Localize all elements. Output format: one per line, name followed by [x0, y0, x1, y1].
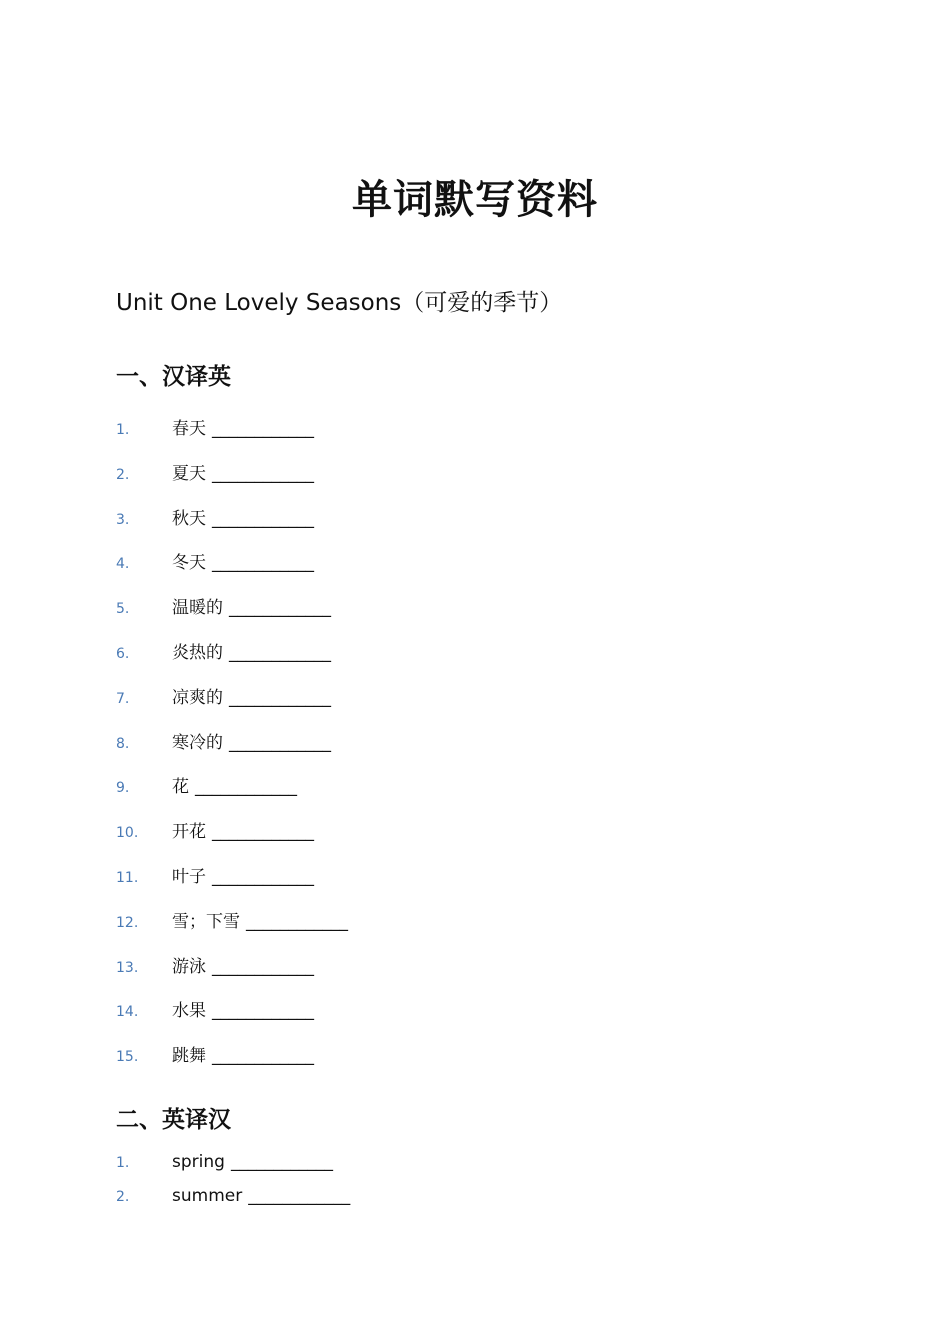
answer-blank: ____________ — [212, 463, 314, 484]
item-prompt: summer — [172, 1186, 243, 1206]
item-prompt: 冬天 — [172, 553, 206, 574]
answer-blank: ____________ — [229, 732, 331, 753]
item-number: 7. — [116, 690, 130, 707]
item-prompt: 寒冷的 — [172, 732, 223, 753]
chinese-to-english-list — [116, 414, 348, 1086]
item-number: 14. — [116, 1004, 139, 1021]
item-prompt: 跳舞 — [172, 1046, 206, 1067]
item-prompt: 花 — [172, 777, 189, 798]
item-prompt: spring — [172, 1152, 225, 1172]
item-number: 6. — [116, 645, 130, 662]
item-prompt: 凉爽的 — [172, 687, 223, 708]
section-heading-chinese-to-english: 一、汉译英 — [116, 364, 231, 390]
item-number: 3. — [116, 511, 130, 528]
answer-blank: ____________ — [212, 866, 314, 887]
answer-blank: ____________ — [230, 1152, 333, 1172]
list-item — [116, 1186, 350, 1220]
answer-blank: ____________ — [195, 777, 297, 798]
unit-heading: Unit One Lovely Seasons（可爱的季节） — [116, 290, 563, 316]
english-to-chinese-list — [116, 1152, 350, 1220]
answer-blank: ____________ — [229, 642, 331, 663]
item-number: 8. — [116, 735, 130, 752]
list-item — [116, 1041, 348, 1086]
list-item — [116, 817, 348, 862]
list-item — [116, 504, 348, 549]
list-item — [116, 862, 348, 907]
list-item — [116, 772, 348, 817]
item-prompt: 温暖的 — [172, 598, 223, 619]
answer-blank: ____________ — [248, 1186, 351, 1206]
item-prompt: 春天 — [172, 419, 206, 439]
document-title: 单词默写资料 — [352, 177, 598, 223]
item-prompt: 水果 — [172, 1001, 206, 1022]
item-number: 12. — [116, 914, 139, 931]
item-number: 5. — [116, 601, 130, 618]
list-item — [116, 996, 348, 1041]
list-item — [116, 593, 348, 638]
list-item — [116, 1152, 350, 1186]
item-number: 1. — [116, 1155, 130, 1171]
item-prompt: 叶子 — [172, 866, 206, 887]
item-number: 4. — [116, 556, 130, 573]
answer-blank: ____________ — [212, 956, 314, 977]
list-item — [116, 728, 348, 773]
item-prompt: 雪；下雪 — [172, 911, 240, 932]
item-number: 2. — [116, 466, 130, 483]
list-item — [116, 907, 348, 952]
answer-blank: ____________ — [229, 598, 331, 619]
item-number: 10. — [116, 825, 139, 842]
list-item — [116, 414, 348, 459]
answer-blank: ____________ — [212, 822, 314, 843]
item-number: 1. — [116, 422, 130, 438]
item-number: 2. — [116, 1189, 130, 1205]
answer-blank: ____________ — [212, 1046, 314, 1067]
list-item — [116, 683, 348, 728]
item-number: 13. — [116, 959, 139, 976]
item-prompt: 游泳 — [172, 956, 206, 977]
answer-blank: ____________ — [212, 419, 314, 439]
list-item — [116, 548, 348, 593]
item-prompt: 秋天 — [172, 508, 206, 529]
answer-blank: ____________ — [212, 1001, 314, 1022]
item-number: 15. — [116, 1049, 139, 1066]
answer-blank: ____________ — [246, 911, 348, 932]
list-item — [116, 638, 348, 683]
list-item — [116, 952, 348, 997]
list-item — [116, 459, 348, 504]
item-prompt: 开花 — [172, 822, 206, 843]
answer-blank: ____________ — [229, 687, 331, 708]
item-number: 11. — [116, 869, 139, 886]
answer-blank: ____________ — [212, 508, 314, 529]
section-heading-english-to-chinese: 二、英译汉 — [116, 1107, 231, 1133]
item-prompt: 夏天 — [172, 463, 206, 484]
item-prompt: 炎热的 — [172, 642, 223, 663]
answer-blank: ____________ — [212, 553, 314, 574]
item-number: 9. — [116, 780, 130, 797]
